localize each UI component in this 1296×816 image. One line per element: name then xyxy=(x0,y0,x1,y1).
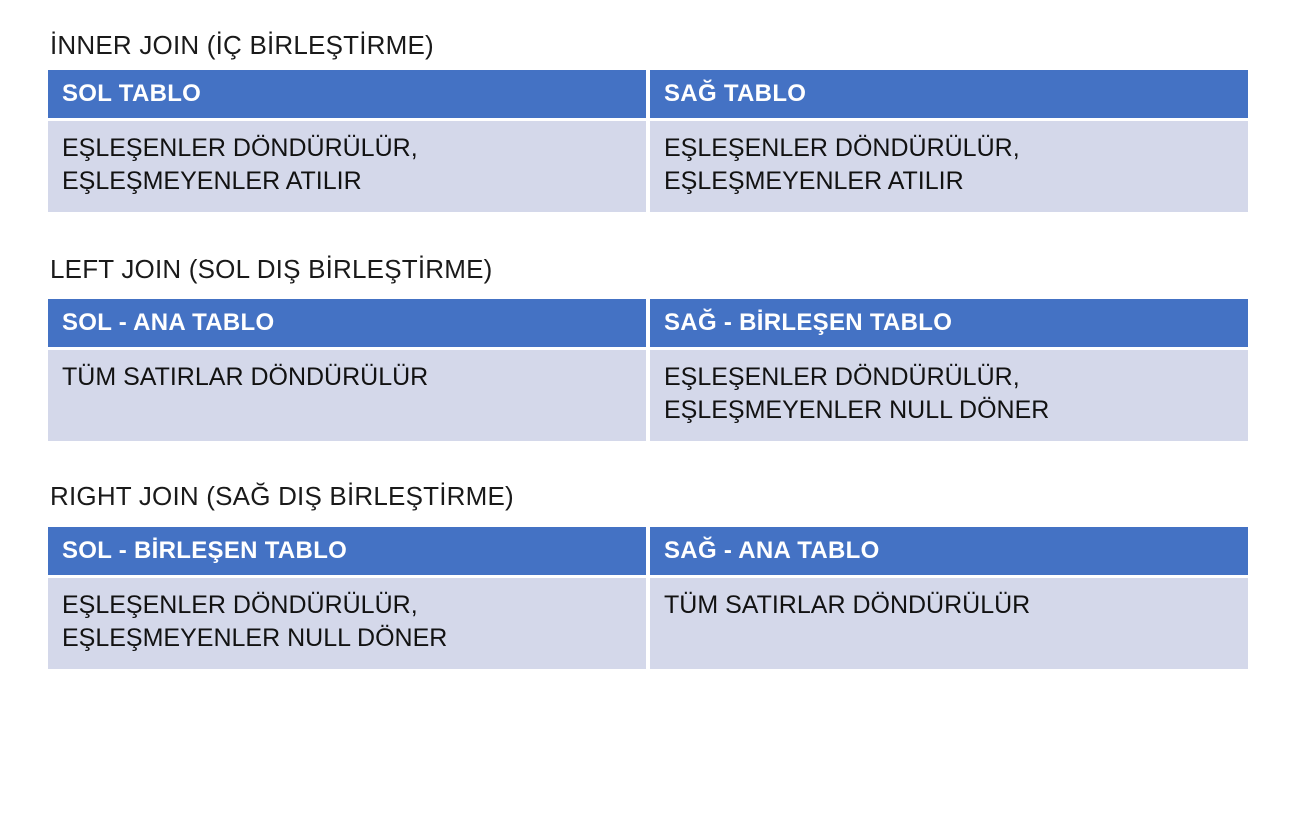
header-cell-left: SOL TABLO xyxy=(48,70,646,118)
table-body-row xyxy=(48,578,1248,669)
header-cell-right: SAĞ TABLO xyxy=(650,70,1248,118)
body-line: EŞLEŞMEYENLER ATILIR xyxy=(62,167,362,196)
table-body-row xyxy=(48,121,1248,212)
table-header-row xyxy=(48,70,1248,118)
header-cell-left: SOL - ANA TABLO xyxy=(48,299,646,347)
body-cell-left xyxy=(48,350,646,441)
header-cell-right: SAĞ - BİRLEŞEN TABLO xyxy=(650,299,1248,347)
join-table-inner xyxy=(48,70,1248,212)
section-title-right: RIGHT JOIN (SAĞ DIŞ BİRLEŞTİRME) xyxy=(50,481,514,512)
section-title-left: LEFT JOIN (SOL DIŞ BİRLEŞTİRME) xyxy=(50,254,493,285)
body-cell-right xyxy=(650,578,1248,669)
join-table-right xyxy=(48,527,1248,669)
body-cell-right xyxy=(650,121,1248,212)
header-cell-left: SOL - BİRLEŞEN TABLO xyxy=(48,527,646,575)
body-line: EŞLEŞMEYENLER NULL DÖNER xyxy=(664,396,1050,425)
table-header-row xyxy=(48,299,1248,347)
body-cell-left xyxy=(48,121,646,212)
join-section-inner xyxy=(48,30,1248,212)
table-header-row xyxy=(48,527,1248,575)
body-line: EŞLEŞENLER DÖNDÜRÜLÜR, xyxy=(62,590,418,619)
body-line: TÜM SATIRLAR DÖNDÜRÜLÜR xyxy=(664,590,1031,619)
body-line: EŞLEŞENLER DÖNDÜRÜLÜR, xyxy=(664,134,1020,163)
join-table-left xyxy=(48,299,1248,441)
table-body-row xyxy=(48,350,1248,441)
body-cell-left xyxy=(48,578,646,669)
body-line: TÜM SATIRLAR DÖNDÜRÜLÜR xyxy=(62,363,429,392)
section-title-inner: İNNER JOIN (İÇ BİRLEŞTİRME) xyxy=(50,30,434,60)
body-line: EŞLEŞENLER DÖNDÜRÜLÜR, xyxy=(62,134,418,163)
join-section-right xyxy=(48,481,1248,668)
join-section-left xyxy=(48,254,1248,441)
body-line: EŞLEŞENLER DÖNDÜRÜLÜR, xyxy=(664,363,1020,392)
body-line: EŞLEŞMEYENLER NULL DÖNER xyxy=(62,623,448,652)
body-line: EŞLEŞMEYENLER ATILIR xyxy=(664,167,964,196)
header-cell-right: SAĞ - ANA TABLO xyxy=(650,527,1248,575)
body-cell-right xyxy=(650,350,1248,441)
